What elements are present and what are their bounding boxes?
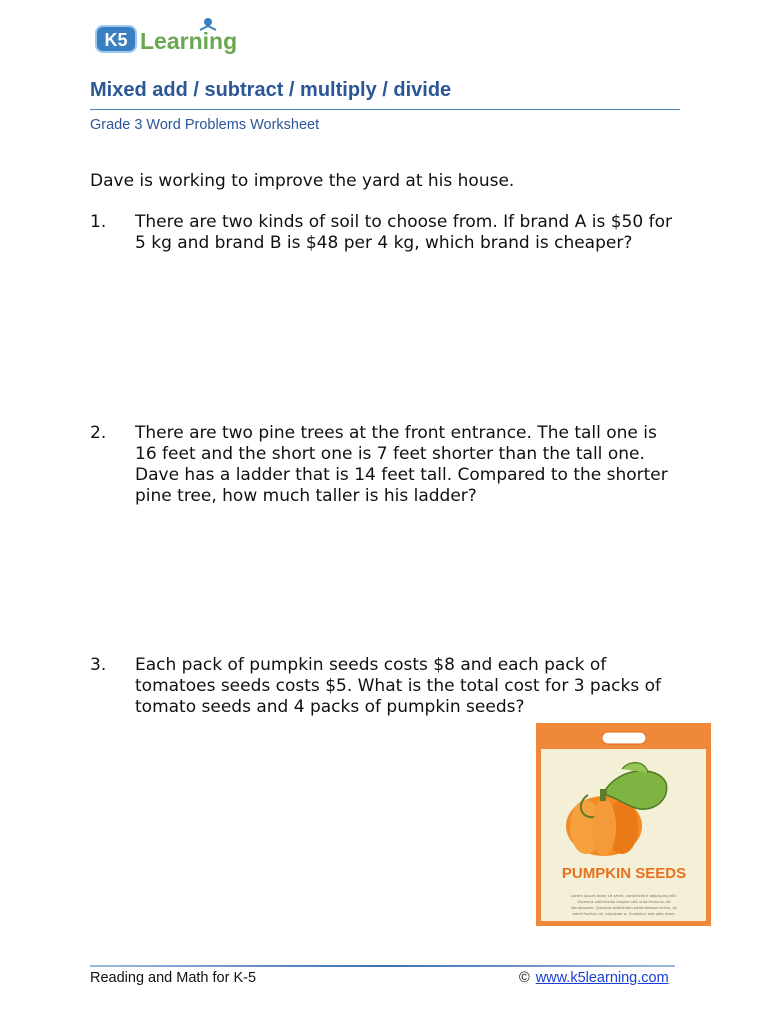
page-title: Mixed add / subtract / multiply / divide xyxy=(90,79,452,101)
pack-filler-line: Lorem ipsum dolor sit amet, consectetur adipiscing elit. xyxy=(571,893,677,898)
pumpkin-seeds-pack-image xyxy=(536,723,711,926)
logo-k5-text: K5 xyxy=(104,30,128,50)
hang-hole-icon xyxy=(602,732,646,744)
problem-3 xyxy=(90,655,680,718)
logo-figure-icon xyxy=(204,18,212,26)
problem-text: There are two kinds of soil to choose from. If brand A is $50 for 5 kg and brand B is $48 per 4 kg, which brand is cheaper? xyxy=(135,212,672,253)
problem-text: Each pack of pumpkin seeds costs $8 and each pack of tomatoes seeds costs $5. What is the total cost for 3 packs of tomato seeds and 4 packs of pumpkin seeds? xyxy=(135,655,661,717)
k5learning-link[interactable]: www.k5learning.com xyxy=(535,970,669,986)
title-divider xyxy=(90,109,680,110)
logo-learning-text: Learning xyxy=(140,28,238,54)
problem-number: 3. xyxy=(90,655,107,675)
footer-divider xyxy=(90,953,675,956)
pack-filler-line: Vivamus sollicitudin magna sed urna rhoncus, sit xyxy=(577,899,671,904)
footer-tagline: Reading and Math for K-5 xyxy=(90,970,257,986)
footer-link-group xyxy=(519,970,669,986)
problem-2 xyxy=(90,423,680,507)
intro-text: Dave is working to improve the yard at his house. xyxy=(90,171,515,191)
problem-number: 2. xyxy=(90,423,107,443)
page-subtitle: Grade 3 Word Problems Worksheet xyxy=(90,117,320,133)
k5-learning-logo xyxy=(90,14,260,62)
problem-number: 1. xyxy=(90,212,107,232)
pack-filler-line: ida aliquam. Quisque sollicitudin pellentesque tellus, sit xyxy=(570,905,678,910)
pumpkin-icon xyxy=(600,789,606,801)
pack-filler-line: amet facilisis mi vulputate a. Curabitur sed odio diam. xyxy=(572,911,676,916)
problem-1 xyxy=(90,212,680,254)
pack-label: PUMPKIN SEEDS xyxy=(561,865,687,882)
problem-text: There are two pine trees at the front entrance. The tall one is 16 feet and the short one is 7 feet shorter than the tall one. Dave has a ladder that is 14 feet tall. Compared to the shorter pine tree, how much taller is his ladder? xyxy=(135,423,668,506)
copyright-symbol: © xyxy=(519,970,530,986)
